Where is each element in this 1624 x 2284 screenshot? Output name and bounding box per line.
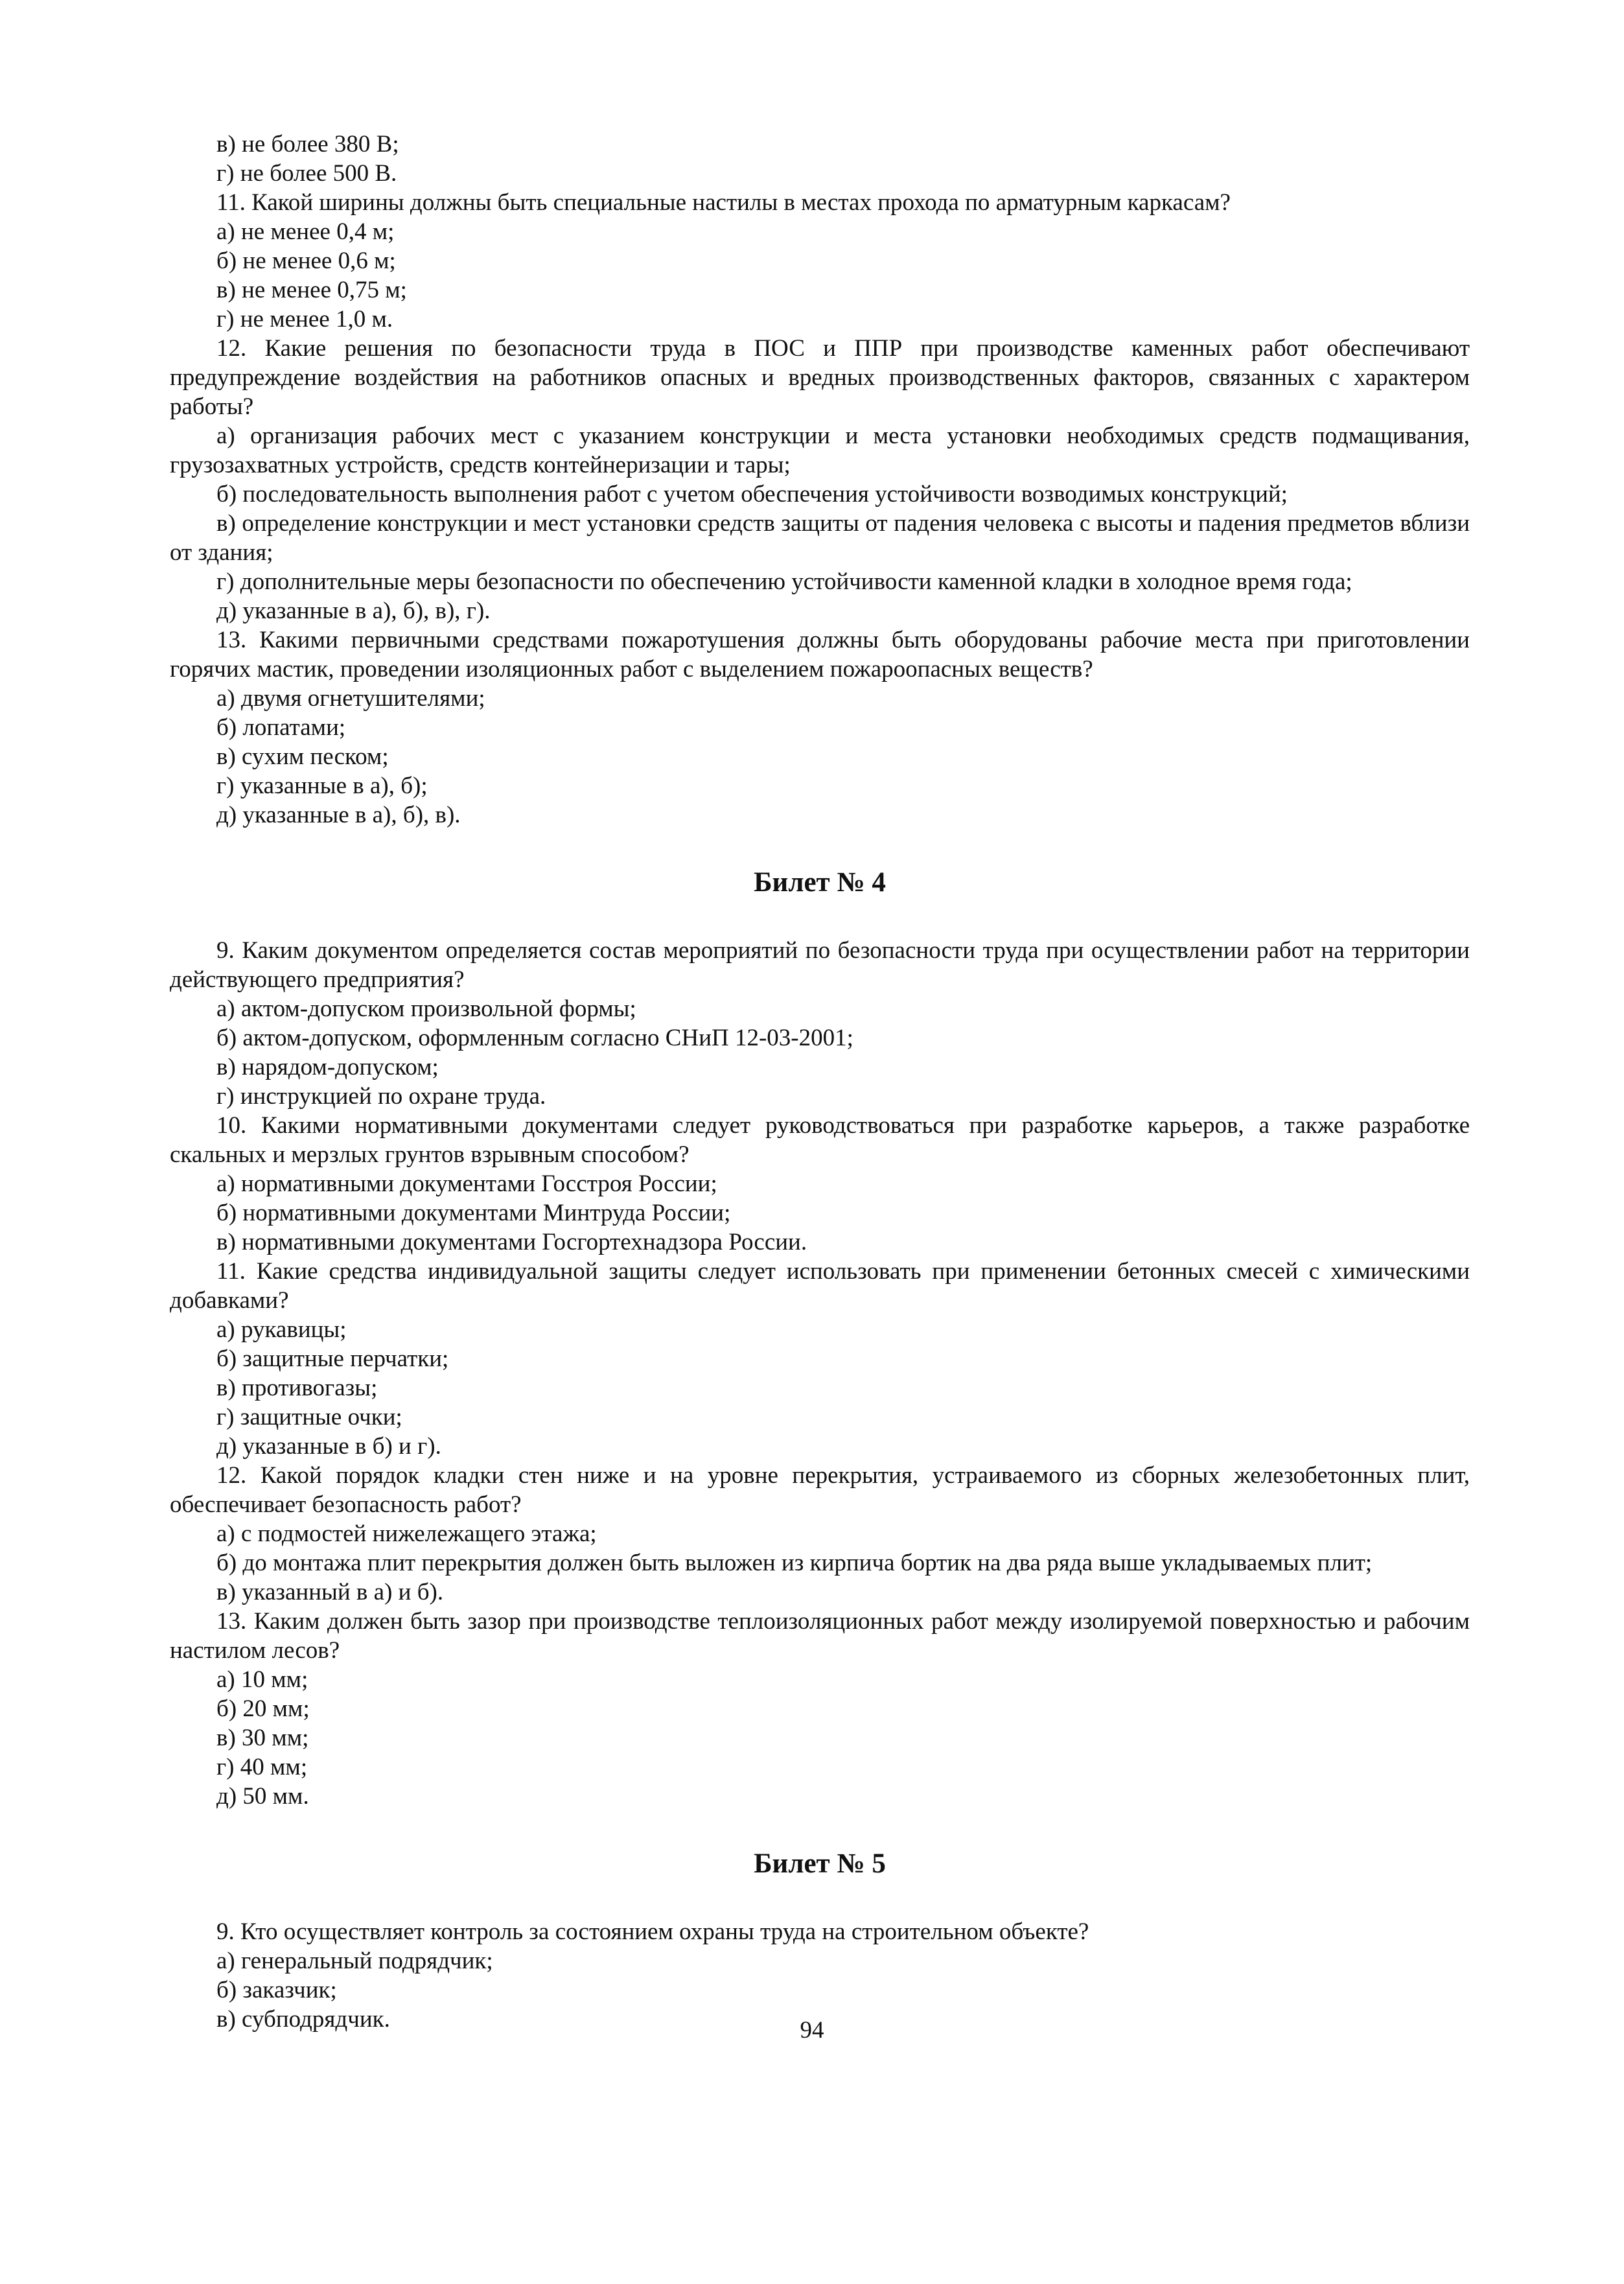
answer-option: б) защитные перчатки;: [216, 1346, 449, 1372]
answer-option: д) указанные в а), б), в).: [216, 802, 461, 828]
answer-option: б) 20 мм;: [216, 1696, 310, 1722]
answer-option: г) дополнительные меры безопасности по обеспечению устойчивости каменной кладки в холодное время года;: [216, 568, 1352, 595]
answer-option: а) генеральный подрядчик;: [216, 1948, 493, 1974]
answer-option: а) двумя огнетушителями;: [216, 685, 485, 712]
answer-option: а) нормативными документами Госстроя России;: [216, 1171, 717, 1197]
answer-option: д) указанные в б) и г).: [216, 1433, 441, 1460]
answer-option: б) лопатами;: [216, 714, 346, 741]
answer-option: в) 30 мм;: [216, 1725, 309, 1751]
answer-option: г) защитные очки;: [216, 1404, 402, 1430]
answer-option: в) не более 380 В;: [216, 131, 399, 157]
answer-option: г) не менее 1,0 м.: [216, 306, 393, 332]
answer-option: б) актом-допуском, оформленным согласно СНиП 12-03-2001;: [216, 1025, 853, 1051]
answer-option: в) сухим песком;: [216, 743, 389, 770]
ticket-heading: Билет № 5: [754, 1848, 886, 1879]
question: 12. Какие решения по безопасности труда в ПОС и ППР при производстве каменных работ обеспечивают предупреждение воздействия на работников опасных и вредных производственных факторов, связанных с характером работы?: [170, 335, 1470, 420]
answer-option: б) не менее 0,6 м;: [216, 248, 396, 274]
answer-option: а) актом-допуском произвольной формы;: [216, 996, 636, 1022]
answer-option: в) субподрядчик.: [216, 2006, 390, 2033]
answer-option: в) указанный в а) и б).: [216, 1579, 444, 1605]
question: 13. Каким должен быть зазор при производстве теплоизоляционных работ между изолируемой поверхностью и рабочим настилом лесов?: [170, 1608, 1470, 1664]
question: 9. Каким документом определяется состав мероприятий по безопасности труда при осуществлении работ на территории действующего предприятия?: [170, 937, 1470, 993]
answer-option: в) нормативными документами Госгортехнадзора России.: [216, 1229, 807, 1255]
question: 11. Какой ширины должны быть специальные настилы в местах прохода по арматурным каркасам?: [216, 189, 1231, 216]
answer-option: в) нарядом-допуском;: [216, 1054, 439, 1080]
ticket-heading: Билет № 4: [754, 867, 886, 898]
answer-option: а) 10 мм;: [216, 1666, 308, 1693]
answer-option: б) нормативными документами Минтруда России;: [216, 1200, 731, 1226]
answer-option: г) не более 500 В.: [216, 160, 397, 187]
answer-option: б) заказчик;: [216, 1977, 337, 2003]
question: 12. Какой порядок кладки стен ниже и на уровне перекрытия, устраиваемого из сборных железобетонных плит, обеспечивает безопасность работ?: [170, 1462, 1470, 1518]
answer-option: г) указанные в а), б);: [216, 773, 428, 799]
document-body: [170, 130, 1470, 2034]
answer-option: г) 40 мм;: [216, 1754, 308, 1780]
question: 10. Какими нормативными документами следует руководствоваться при разработке карьеров, а также разработке скальных и мерзлых грунтов взрывным способом?: [170, 1112, 1470, 1168]
answer-option: д) указанные в а), б), в), г).: [216, 598, 491, 624]
answer-option: б) последовательность выполнения работ с учетом обеспечения устойчивости возводимых конструкций;: [216, 481, 1288, 507]
question: 11. Какие средства индивидуальной защиты следует использовать при применении бетонных смесей с химическими добавками?: [170, 1258, 1470, 1314]
answer-option: в) противогазы;: [216, 1375, 378, 1401]
page-number: 94: [800, 2017, 824, 2044]
answer-option: б) до монтажа плит перекрытия должен быть выложен из кирпича бортик на два ряда выше укладываемых плит;: [216, 1550, 1373, 1576]
answer-option: д) 50 мм.: [216, 1783, 309, 1810]
answer-option: а) не менее 0,4 м;: [216, 218, 395, 245]
answer-option: в) не менее 0,75 м;: [216, 277, 407, 303]
answer-option: а) организация рабочих мест с указанием конструкции и места установки необходимых средств подмащивания, грузозахватных устройств, средств контейнеризации и тары;: [170, 423, 1470, 478]
answer-option: в) определение конструкции и мест установки средств защиты от падения человека с высоты и падения предметов вблизи от здания;: [170, 510, 1470, 566]
question: 9. Кто осуществляет контроль за состоянием охраны труда на строительном объекте?: [216, 1918, 1089, 1945]
answer-option: г) инструкцией по охране труда.: [216, 1083, 546, 1110]
answer-option: а) с подмостей нижележащего этажа;: [216, 1521, 597, 1547]
question: 13. Какими первичными средствами пожаротушения должны быть оборудованы рабочие места при приготовлении горячих мастик, проведении изоляционных работ с выделением пожароопасных веществ?: [170, 627, 1470, 682]
answer-option: а) рукавицы;: [216, 1316, 347, 1343]
